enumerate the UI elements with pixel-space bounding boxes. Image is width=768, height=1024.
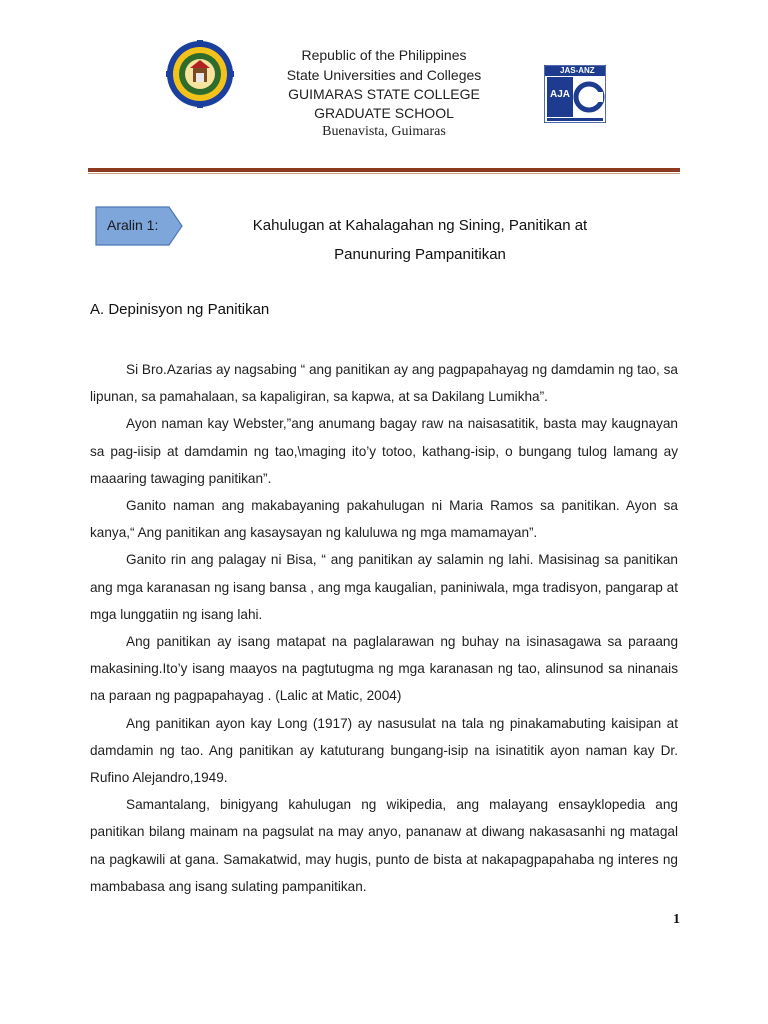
lesson-title-line2: Panunuring Pampanitikan [334, 246, 506, 263]
header-divider-thin [88, 173, 680, 174]
header-location: Buenavista, Guimaras [322, 124, 446, 139]
lesson-title-line1: Kahulugan at Kahalagahan ng Sining, Panitikan at [252, 217, 588, 234]
paragraph: Ayon naman kay Webster,”ang anumang bagay raw na naisasatitik, basta may kaugnayan sa pag-iisip at damdamin ng tao,\maging ito’y totoo, kathang-isip, o bungang tulog lamang ay maaaring tawaging panitikan”. [90, 416, 678, 486]
paragraph: Ganito rin ang palagay ni Bisa, “ ang panitikan ay salamin ng lahi. Masisinag sa panitikan ang mga karanasan ng isang bansa , ang mga kaugalian, paniniwala, mga tradisyon, pangarap at mga lunggatiin ng isang lahi. [90, 552, 678, 622]
header-divider [88, 168, 680, 172]
paragraph: Ganito naman ang makabayaning pakahulugan ni Maria Ramos sa panitikan. Ayon sa kanya,“ Ang panitikan ang kasaysayan ng kaluluwa ng mga mamamayan”. [90, 498, 678, 541]
paragraph: Si Bro.Azarias ay nagsabing “ ang panitikan ay ang pagpapahayag ng damdamin ng tao, sa lipunan, sa pamahalaan, sa kapaligiran, sa kapwa, at sa Dakilang Lumikha”. [90, 362, 678, 405]
paragraph: Ang panitikan ayon kay Long (1917) ay nasusulat na tala ng pinakamabuting kaisipan at damdamin ng tao. Ang panitikan ay katuturang bungang-isip na isinatitik ayon naman kay Dr. Rufino Alejandro,1949. [90, 715, 678, 786]
accreditation-mark-text: AJA [550, 89, 571, 100]
paragraph: Samantalang, binigyang kahulugan ng wikipedia, ang malayang ensayklopedia ang panitikan bilang mainam na pagsulat na may anyo, pananaw at diwang nakasasanhi ng matagal na pagkawili at gana. Samakatwid, may hugis, punto de bista at nakapagpapahaba ng interes ng mambabasa ang isang sulating pampanitikan. [90, 797, 678, 894]
header-college-name: GUIMARAS STATE COLLEGE [288, 86, 480, 102]
lesson-tag-label: Aralin 1: [107, 217, 159, 233]
paragraph: Ang panitikan ay isang matapat na paglalarawan ng buhay na isinasagawa sa paraang makasining.Ito’y isang maayos na pagtutugma ng mga karanasan ng tao, alinsunod sa ninanais na paraan ng pagpapahayag . (Lalic at Matic, 2004) [90, 634, 678, 704]
accreditation-logo [544, 65, 606, 123]
header-suc: State Universities and Colleges [286, 67, 482, 83]
lesson-tag [95, 206, 183, 246]
page-number: 1 [673, 912, 680, 927]
header-graduate-school: GRADUATE SCHOOL [314, 105, 454, 121]
header-republic: Republic of the Philippines [301, 47, 467, 63]
section-heading: A. Depinisyon ng Panitikan [90, 301, 270, 318]
accreditation-top-text: JAS-ANZ [560, 66, 595, 75]
body-text [90, 356, 678, 900]
